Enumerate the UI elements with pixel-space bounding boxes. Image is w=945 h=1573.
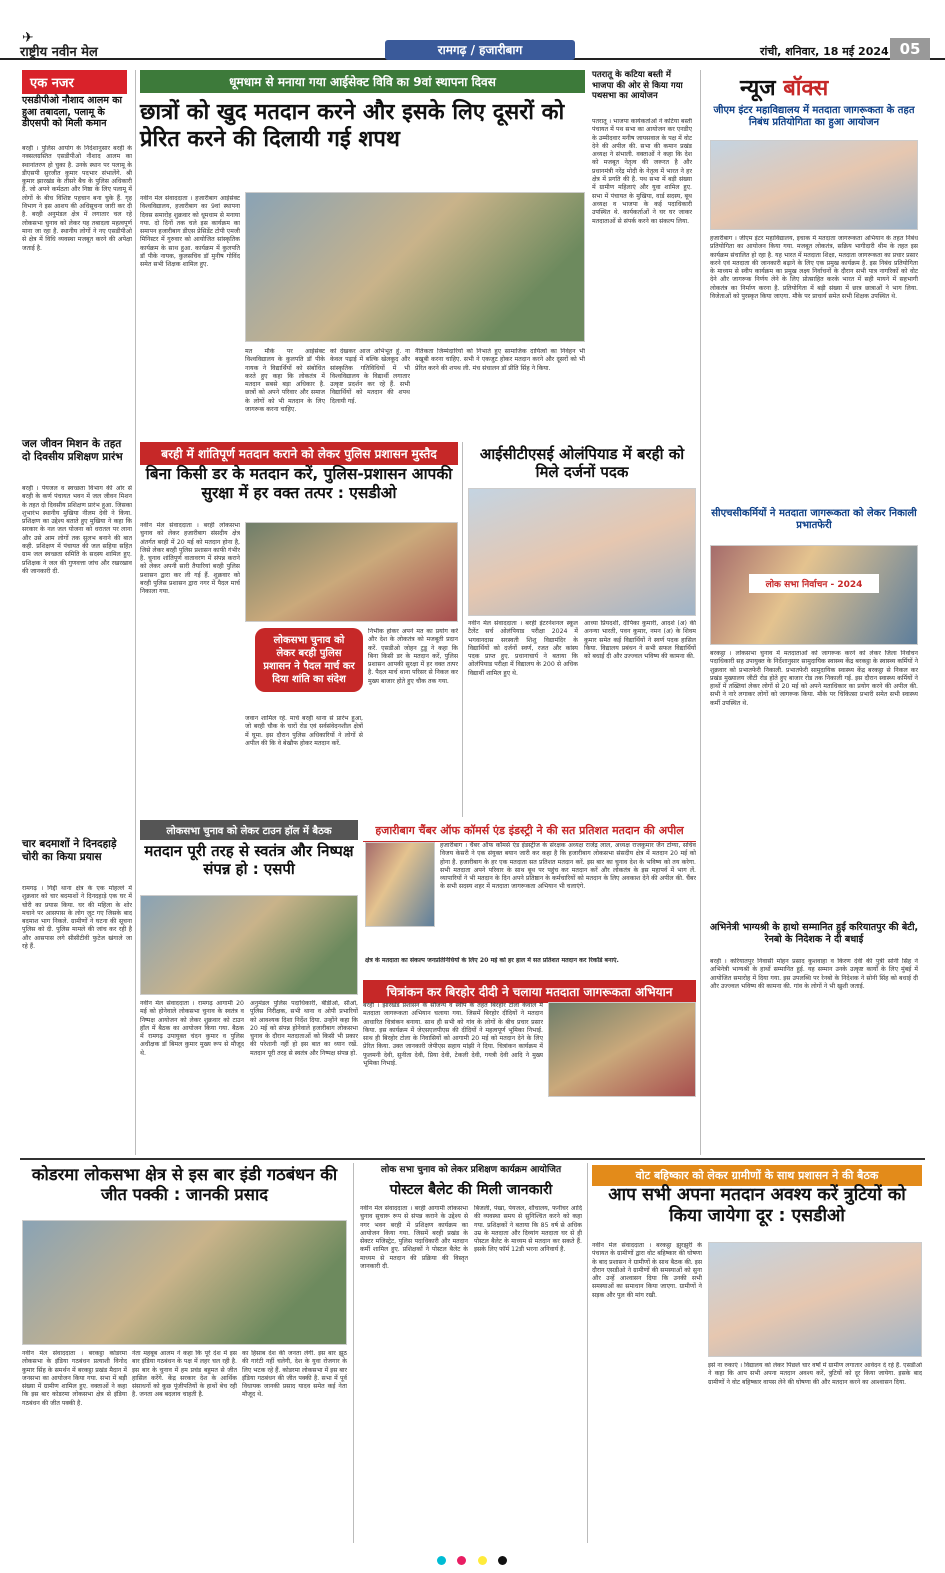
black-mark: [498, 1556, 507, 1565]
section-label: रामगढ़ / हजारीबाग: [385, 40, 575, 60]
top-story-body-4: नैतिकता जिम्मेदारियों को निभाते हुए सामाजिक दायित्वों का निर्वहन भी बखूबी करना चाहिए. सभी ने एकजुट होकर मतदान करने और दूसरों को भी प्रेरित करने की शपथ ली. मंच संचालन डॉ प्रीति सिंह ने किया.: [415, 348, 585, 372]
postal-strip: लोक सभा चुनाव को लेकर प्रशिक्षण कार्यक्रम आयोजित: [380, 1165, 562, 1175]
sp-story-body-2: अनुमंडल पुलिस पदाधिकारी, बीडीओ, सीओ, पुलिस निरीक्षक, सभी थाना व ओपी प्रभारियों को आवश्यक दिशा निर्देश दिया. उन्होंने कहा कि 20 मई को संपन्न होनेवाले हजारीबाग लोकसभा चुनाव के दौरान मतदाताओं को किसी भी प्रकार की परेशानी नहीं हो इस बात का ध्यान रखें. मतदान पूरी तरह से स्वतंत्र और निष्पक्ष संपन्न हो.: [250, 1000, 358, 1057]
boycott-body-2: इसे ना रुकाएं । विद्यालय को लेकर पिछले चार वर्षों में ग्रामीण लगातार आवेदन दे रहे हैं. एसडीओ ने कहा कि आप सभी अपना मतदान अवश्य करें, त्रुटियों को दूर किया जायेगा. इसके बाद ग्रामीणों ने वोट बहिष्कार वापस लेने की घोषणा की और मतदान करने का आश्वासन दिया.: [708, 1362, 922, 1386]
top-story-strip: धूमधाम से मनाया गया आईसेक्ट विवि का 9वां स्थापना दिवस: [140, 70, 585, 93]
sp-story-body-1: नवीन मेल संवाददाता । रामगढ़ आगामी 20 मई को होनेवाले लोकसभा चुनाव के स्वतंत्र व निष्पक्ष आयोजन को लेकर शुक्रवार को टाउन हॉल में बैठक का आयोजन किया गया. बैठक में रामगढ़ उपायुक्त चंदन कुमार व पुलिस अधीक्षक डॉ बिमल कुमार मुख्य रूप से मौजूद थे.: [140, 1000, 244, 1057]
olympiad-photo: [468, 488, 696, 616]
boycott-meeting-photo: [708, 1242, 922, 1357]
kodarma-body-2: नेता महबूब आलम ने कहा कि पूरे देश में इस बार इंडिया गठबंधन के पक्ष में लहर चल रही है. इस बार के चुनाव में हम प्रचंड बहुमत से जीत हासिल करेंगे. केंद्र सरकार देश के आर्थिक संसाधनों को कुछ पूंजीपतियों के हाथों बेच रही है. जनता अब बदलाव चाहती है.: [132, 1350, 237, 1399]
police-story-strip: बरही में शांतिपूर्ण मतदान कराने को लेकर पुलिस प्रशासन मुस्तैद: [140, 442, 458, 465]
column-divider-mid: [462, 442, 463, 817]
chamber-strip: हजारीबाग चैंबर ऑफ कॉमर्स एंड इंडस्ट्री ने की सत प्रतिशत मतदान की अपील: [363, 820, 696, 842]
prabhatferi-photo: [710, 545, 918, 645]
kodarma-body-3: का हिसाब देश की जनता लेगी. इस बार झूठ की गारंटी नहीं चलेगी, देश के युवा रोजगार के लिए भटक रहे हैं. कोडरमा लोकसभा में इस बार इंडिया गठबंधन की जीत पक्की है. सभा में पूर्व विधायक जानकी प्रसाद यादव समेत कई नेता मौजूद थे.: [242, 1350, 347, 1399]
postal-headline: पोस्टल बैलेट की मिली जानकारी: [389, 1182, 553, 1198]
bird-logo-icon: ✈: [22, 30, 34, 46]
chitrankan-strip: चित्रांकन कर बिरहोर दीदी ने चलाया मतदाता जागरूकता अभियान: [363, 980, 696, 1003]
yellow-mark: [478, 1556, 487, 1565]
top-story-body-2: मत मौके पर आईसेक्ट विश्वविद्यालय के कुलपति डॉ पीके नायक ने विद्यार्थियों को संबोधित करते हुए कहा कि लोकतंत्र में मतदान सबसे बड़ा अधिकार है. छात्रों को अपने परिवार और समाज के लोगों को भी मतदान के लिए जागरूक करना चाहिए.: [245, 348, 325, 414]
page-number: 05: [890, 38, 930, 60]
news-box-story-3-headline: अभिनेत्री भाग्यश्री के हाथो सम्मानित हुई करियातपुर की बेटी, रेनबो के निदेशक ने दी बधाई: [709, 922, 919, 945]
left-story-1-headline: एसडीपीओ नौशाद आलम का हुआ तबादला, पलामू के डीएसपी को मिली कमान: [22, 95, 123, 130]
boycott-strip: वोट बहिष्कार को लेकर ग्रामीणों के साथ प्रशासन ने की बैठक: [592, 1165, 922, 1186]
kodarma-body-1: नवीन मेल संवाददाता । बरकट्ठा कोडरमा लोकसभा के इंडिया गठबंधन प्रत्याशी विनोद कुमार सिंह के समर्थन में बरकट्ठा प्रखंड मैदान में जनसभा का आयोजन किया गया. सभा में बड़ी संख्या में ग्रामीण शामिल हुए. वक्ताओं ने कहा कि इस बार कोडरमा लोकसभा क्षेत्र से इंडिया गठबंधन की जीत पक्की है.: [22, 1350, 127, 1407]
column-divider: [135, 70, 136, 1155]
masthead-title: राष्ट्रीय नवीन मेल: [20, 45, 98, 60]
police-story-body-1: नवीन मेल संवाददाता । बरही लोकसभा चुनाव को लेकर हजारीबाग संसदीय क्षेत्र अंतर्गत बरही में 20 मई को मतदान होना है, जिसे लेकर बरही पुलिस प्रशासन काफी गंभीर है. चुनाव शांतिपूर्ण वातावरण में संपन्न कराने को लेकर अपनी सारी तैयारियां बरही पुलिस प्रशासन द्वारा कर ली गई हैं. शुक्रवार को बरही पुलिस प्रशासन द्वारा नगर में पैदल मार्च निकाला गया.: [140, 522, 240, 596]
patratu-body: पतरातू । भाजपा कार्यकर्ताओं ने कटिया बस्ती पंचायत में पथ सभा का आयोजन कर एनडीए के उम्मीदवार मनीष जायसवाल के पक्ष में वोट देने की अपील की. सभा की कमान प्रखंड अध्यक्ष ने संभाली. वक्ताओं ने कहा कि देश को मजबूत नेतृत्व की जरूरत है और प्रधानमंत्री नरेंद्र मोदी के नेतृत्व में भारत ने हर क्षेत्र में प्रगति की है. पथ सभा में बड़ी संख्या में ग्रामीण महिलाएं और युवा शामिल हुए. सभा में पंचायत के मुखिया, वार्ड सदस्य, बूथ अध्यक्ष व भाजपा के कई पदाधिकारी उपस्थित थे. कार्यकर्ताओं ने घर घर जाकर मतदाताओं से संपर्क करने का संकल्प लिया.: [592, 118, 692, 225]
sp-story-strip: लोकसभा चुनाव को लेकर टाउन हॉल में बैठक: [140, 820, 358, 840]
kodarma-headline: कोडरमा लोकसभा क्षेत्र से इस बार इंडी गठबंधन की जीत पक्की : जानकी प्रसाद: [31, 1165, 338, 1205]
news-box-title: [740, 72, 828, 102]
left-story-1-body: बरही । पुलिस आयोग के निर्देशानुसार बरही के नक्सलग्रस्तित एसडीपीओ नौशाद आलम का स्थानांतरण हो चुका है. उनके स्थान पर पलामू के डीएसपी सुरजीत कुमार पदभार संभालेंगे. श्री कुमार झारखंड के तीसरे बैच के पुलिस अधिकारी हैं. जो अपने कर्मठता और निष्ठा के लिए पलामू में लोगों के बीच विशिष्ट पहचान बना चुके हैं. गृह विभाग ने इस आशय की अधिसूचना जारी कर दी है. बरही अनुमंडल क्षेत्र में लगातार चल रहे लोकसभा चुनाव को लेकर यह तबादला महत्वपूर्ण माना जा रहा है. स्थानीय लोगों ने नए एसडीपीओ से क्षेत्र में विधि व्यवस्था मजबूत करने की अपेक्षा जताई है.: [22, 145, 132, 252]
news-box-story-2-headline: सीएचसीकर्मियों ने मतदाता जागरूकता को लेकर निकाली प्रभातफेरी: [711, 508, 917, 532]
column-divider-right: [700, 70, 701, 1155]
police-story-headline: बिना किसी डर के मतदान करें, पुलिस-प्रशासन आपकी सुरक्षा में हर वक्त तत्पर : एसडीओ: [145, 465, 453, 502]
news-box-title-b: बॉक्स: [783, 76, 829, 101]
chamber-body: हजारीबाग । चैंबर ऑफ कॉमर्स एंड इंडस्ट्रीज के संरक्षक अध्यक्ष राजेंद्र लाल, अध्यक्ष राजकुमार जैन टोंग्या, सचिव विजय केसरी ने एक संयुक्त बयान जारी कर कहा है कि हजारीबाग लोकसभा संसदीय क्षेत्र में मतदान 20 मई को होना है. हजारीबाग के हर एक मतदाता सत प्रतिशत मतदान करें. इस बार का चुनाव देश के भविष्य को तय करेगा. सभी मतदाता अपने परिवार के साथ बूथ पर पहुंच कर मतदान करें और लोकतंत्र के इस महापर्व में भाग लें. व्यापारियों ने भी मतदान के दिन अपने प्रतिष्ठान के कर्मचारियों को मतदान के लिए अवकाश देने की अपील की. चैंबर के सभी सदस्य शहर में मतदाता जागरूकता अभियान भी चलाएंगे.: [440, 842, 696, 891]
olympiad-body-2: आध्या प्रियदर्शी, दीपिका कुमारी, आदर्श (अ) की अनन्या भारती, पवन कुमार, नमन (अ) के शिवम कुमार समेत कई विद्यार्थियों ने स्वर्ण पदक हासिल किया. विद्यालय प्रबंधन ने सभी सफल विद्यार्थियों को बधाई दी और उज्ज्वल भविष्य की कामना की.: [584, 620, 696, 661]
left-story-3-headline: चार बदमाशों ने दिनदहाड़े चोरी का किया प्रयास: [22, 838, 117, 863]
boycott-headline: आप सभी अपना मतदान अवश्य करें त्रुटियों को किया जायेगा दूर : एसडीओ: [608, 1185, 906, 1227]
top-story-body-1: नवीन मेल संवाददाता । हजारीबाग आईसेक्ट विश्वविद्यालय, हजारीबाग का 9वां स्थापना दिवस समारोह शुक्रवार को धूमधाम से मनाया गया. दो दिनों तक चले इस कार्यक्रम का समापन हजारीबाग डीएस प्रेसिडेंट टोपी एमजी मिनिस्टर में गुरुवार को आयोजित सांस्कृतिक कार्यक्रम के साथ हुआ. कार्यक्रम में कुलपति डॉ पीके नायक, कुलसचिव डॉ मुनीष गोविंद समेत सभी शिक्षक शामिल हुए.: [140, 195, 240, 269]
police-story-body-2: निर्भीक होकर अपने मत का प्रयोग करें और देश के लोकतंत्र को मजबूती प्रदान करें. एसडीओ जोहन टुडू ने कहा कि बिना किसी डर के मतदान करें, पुलिस प्रशासन आपकी सुरक्षा में हर वक्त तत्पर है. पैदल मार्च थाना परिसर से निकल कर मुख्य बाजार होते हुए चौक तक गया.: [368, 628, 458, 685]
news-box-story-1-body: हजारीबाग । जीएम इंटर महाविद्यालय, इचाक में मतदाता जागरूकता अभियान के तहत निबंध प्रतियोगिता का आयोजन किया गया. मजबूत लोकतंत्र, सक्रिय भागीदारी थीम के तहत इस कार्यक्रम संचालित हो रहा है. यह भारत में मतदाता शिक्षा, मतदाता जागरूकता का प्रचार प्रसार करने एवं मतदाता की जानकारी बढ़ाने के लिए एक प्रमुख कार्यक्रम है. इस निबंध प्रतियोगिता के माध्यम से स्वीप कार्यक्रम का प्रमुख लक्ष्य निर्वाचनों के दौरान सभी पात्र नागरिकों को वोट देने और जागरूक निर्णय लेने के लिए प्रोत्साहित करके भारत में सही मायने में सहभागी लोकतंत्र का निर्माण करना है. प्रतियोगिता में बड़ी संख्या में छात्र छात्राओं ने भाग लिया. विजेताओं को पुरस्कृत किया जाएगा. मौके पर प्राचार्य समेत सभी शिक्षक उपस्थित थे.: [710, 235, 918, 301]
essay-competition-photo: [710, 140, 918, 230]
news-box-story-1-headline: जीएम इंटर महाविद्यालय में मतदाता जागरूकता के तहत निबंध प्रतियोगिता का हुआ आयोजन: [713, 105, 915, 129]
chamber-caption: क्षेत्र के मतदाता का संकल्प जनप्रतिनिधियों के लिए 20 मई को हर हाल में सत प्रतिशत मतदान कर रिकॉर्ड बनाएं.: [365, 957, 619, 964]
top-story-body-3: को देखकर आज अभिभूत हूं. ना केवल पढ़ाई में बल्कि खेलकूद और सांस्कृतिक गतिविधियों में भी विश्वविद्यालय के विद्यार्थी लगातार उत्कृष्ट प्रदर्शन कर रहे हैं. सभी विद्यार्थियों को मतदान की शपथ दिलायी गई.: [330, 348, 410, 405]
olympiad-headline: आईसीटीएसई ओलंपियाड में बरही को मिले दर्जनों पदक: [479, 445, 685, 482]
left-story-3-body: रामगढ़ । गिद्दी थाना क्षेत्र के एक मोहल्ले में शुक्रवार को चार बदमाशों ने दिनदहाड़े एक घर में चोरी का प्रयास किया. घर की महिला के शोर मचाने पर आसपास के लोग जुट गए जिसके बाद बदमाश भाग निकले. ग्रामीणों ने घटना की सूचना पुलिस को दी. पुलिस मामले की जांच कर रही है और आसपास लगे सीसीटीवी फुटेज खंगाले जा रहे हैं.: [22, 885, 132, 951]
news-box-story-2-body: बरकट्ठा । लोकसभा चुनाव में मतदाताओं को जागरूक करने को लेकर जिला निर्वाचन पदाधिकारी सह उपायुक्त के निर्देशानुसार सामुदायिक स्वास्थ्य केंद्र बरकट्ठा के स्वास्थ्य कर्मियों ने शुक्रवार को प्रभातफेरी निकाली. प्रभातफेरी सामुदायिक स्वास्थ्य केंद्र बरकट्ठा से निकल कर प्रखंड मुख्यालय जीटी रोड होते हुए बाजार रोड तक निकाली गई. इस दौरान स्वास्थ्य कर्मियों ने हाथों में तख्तियां लेकर लोगों से 20 मई को अपने मताधिकार का प्रयोग करने की अपील की. सभी ने नारे लगाकर लोगों को जागरूक किया. मौके पर चिकित्सा प्रभारी समेत सभी स्वास्थ्य कर्मी उपस्थित थे.: [710, 650, 918, 707]
chitrankan-body: बरही । झारखंड प्रशासन के सौजन्य व स्वीप के तहत बिरहोर टोला केवाल में मतदाता जागरूकता अभियान चलाया गया. जिसमें बिरहोर दीदियों ने मतदान आधारित चित्रांकन बनाया. साथ ही सभी को गांव के लोगों के बीच प्रचार प्रसार किया. इस कार्यक्रम में जेएसएलपीएस की दीदियों ने महत्वपूर्ण भूमिका निभाई. साथ ही बिरहोर टोला के निवासियों को आगामी 20 मई को मतदान देने के लिए प्रेरित किया. उक्त जानकारी जेपीएस सहाय मांझी ने दिया. चित्रांकन कार्यक्रम में फूलमनी देवी, सुनीता देवी, प्रिया देवी, टेकली देवी, गयत्री देवी आदि ने मुख्य भूमिका निभाई.: [363, 1002, 543, 1068]
news-box-title-a: न्यूज: [740, 76, 776, 101]
postal-body-1: नवीन मेल संवाददाता । बरही आगामी लोकसभा चुनाव सुचारू रूप से संपन्न कराने के उद्देश्य से नगर भवन बरही में प्रशिक्षण कार्यक्रम का आयोजन किया गया. जिसमें बरही प्रखंड के सेक्टर मजिस्ट्रेट, पुलिस पदाधिकारी और मतदान कर्मी शामिल हुए. प्रशिक्षकों ने पोस्टल बैलेट के माध्यम से मतदान की प्रक्रिया की विस्तृत जानकारी दी.: [360, 1205, 468, 1271]
police-story-body-3: जवान शामिल रहे. मार्च बरही थाना से प्रारंभ हुआ, जो बरही चौक के चारों रोड एवं सर्वसंवेदनशील क्षेत्रों में घूमा. इस दौरान पुलिस अधिकारियों ने लोगों से अपील की कि वे बेखौफ होकर मतदान करें.: [245, 715, 363, 747]
cyan-mark: [437, 1556, 446, 1565]
column-divider-bottom-1: [353, 1163, 354, 1543]
boycott-body-1: नवीन मेल संवाददाता । बरकट्ठा झुरझुरी के पंचायत के ग्रामीणों द्वारा वोट बहिष्कार की घोषणा के बाद प्रशासन ने ग्रामीणों के साथ बैठक की. इस दौरान एसडीओ ने ग्रामीणों की समस्याओं को सुना और उन्हें आश्वासन दिया कि उनकी सभी समस्याओं का समाधान किया जाएगा. ग्रामीणों ने सड़क और पुल की मांग रखी.: [592, 1242, 702, 1299]
top-story-headline: छात्रों को खुद मतदान करने और इसके लिए दूसरों को प्रेरित करने की दिलायी गई शपथ: [140, 100, 565, 152]
left-story-2-body: बरही । पेयजल व स्वच्छता विभाग की ओर से बरही के कर्ण पंचायत भवन में जल जीवन मिशन के तहत दो दिवसीय प्रशिक्षण प्रारंभ हुआ. जिसका शुभारंभ स्थानीय मुखिया नीलम देवी ने किया. प्रशिक्षण का उद्देश्य बताते हुए मुखिया ने कहा कि सरकार के नल जल योजना को धरातल पर लाना और उसे आम लोगों तक सुलभ बनाने की बात कही. प्रशिक्षण में पंचायत की जल सहिया सहित ग्राम जल स्वच्छता समिति के सदस्य शामिल हुए. प्रशिक्षक ने जल की गुणवत्ता जांच और रखरखाव की जानकारी दी.: [22, 485, 132, 575]
left-story-2-headline: जल जीवन मिशन के तहत दो दिवसीय प्रशिक्षण प्रारंभ: [22, 438, 123, 463]
column-divider-bottom-2: [587, 1163, 588, 1543]
sp-story-headline: मतदान पूरी तरह से स्वतंत्र और निष्पक्ष संपन्न हो : एसपी: [144, 842, 354, 879]
bottom-divider: [20, 1158, 925, 1160]
registration-marks: [22, 1550, 922, 1560]
patratu-headline: पतरातू के कटिया बस्ती में भाजपा की ओर से किया गया पथसभा का आयोजन: [592, 70, 683, 102]
chitrankan-photo: [548, 1002, 696, 1097]
olympiad-body-1: नवीन मेल संवाददाता । बरही इंटरनेशनल स्कूल टैलेंट सर्च ओलंपियाड परीक्षा 2024 में भगवानदास सरस्वती शिशु विद्यामंदिर के विद्यार्थियों को दर्जनों स्वर्ण, रजत और कांस्य पदक प्राप्त हुए. प्रधानाचार्य ने बताया कि ओलंपियाड परीक्षा में विद्यालय के 200 से अधिक विद्यार्थी शामिल हुए थे.: [468, 620, 578, 677]
news-box-story-3-body: बरही । करियातपुर निवासी मोहन प्रसाद कुशवाहा व किरण देवी की पुत्री सोनी सिंह ने अभिनेत्री भाग्यश्री के हाथों सम्मानित हुई. यह सम्मान उनके उत्कृष्ट कार्यों के लिए मुंबई में आयोजित समारोह में दिया गया. इस उपलब्धि पर रेनबो के निदेशक ने सोनी सिंह को बधाई दी और उज्ज्वल भविष्य की कामना की. गांव के लोगों ने भी खुशी जताई.: [710, 958, 918, 990]
university-event-photo: [245, 192, 585, 342]
town-hall-meeting-photo: [140, 895, 358, 995]
election-banner: लोक सभा निर्वाचन - 2024: [749, 574, 879, 593]
chamber-portrait: [365, 842, 435, 927]
police-badge: लोकसभा चुनाव को लेकर बरही पुलिस प्रशासन ने पैदल मार्च कर दिया शांति का संदेश: [255, 628, 363, 692]
masthead-date: रांची, शनिवार, 18 मई 2024: [760, 45, 889, 58]
kodarma-rally-photo: [22, 1220, 347, 1345]
postal-body-2: बिजली, पंखा, पेयजल, शौचालय, फर्नीचर आदि की व्यवस्था समय से सुनिश्चित करने को कहा गया. प्रशिक्षकों ने बताया कि 85 वर्ष से अधिक उम्र के मतदाता और दिव्यांग मतदाता घर से ही पोस्टल बैलेट के माध्यम से मतदान कर सकते हैं. इसके लिए फॉर्म 12डी भरना अनिवार्य है.: [474, 1205, 582, 1254]
magenta-mark: [457, 1556, 466, 1565]
police-march-photo: [245, 522, 458, 622]
left-column-header: एक नजर: [22, 70, 127, 94]
